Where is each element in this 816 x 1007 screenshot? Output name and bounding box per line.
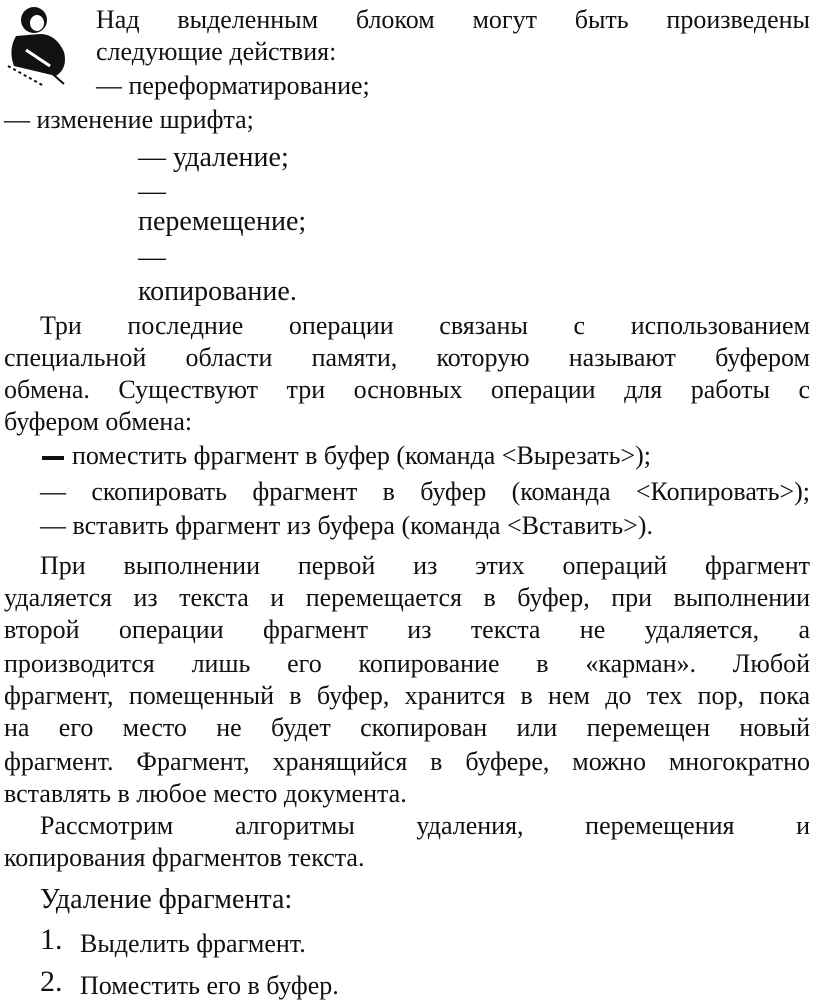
- step-number-1: 1.: [40, 923, 63, 956]
- step-number-2: 2.: [40, 965, 63, 998]
- action-dash: —: [138, 176, 166, 207]
- action-move: перемещение;: [138, 206, 307, 237]
- buffer-intro-line-4: буфером обмена:: [4, 407, 193, 436]
- explanation-line-2: удаляется из текста и перемещается в буфер, при выполнении: [4, 583, 810, 612]
- action-dash: —: [138, 242, 166, 273]
- bullet-dash: [42, 456, 64, 460]
- explanation-line-6: на его место не будет скопирован или перемещен новый: [4, 713, 810, 742]
- explanation-line-3: второй операции фрагмент из текста не удаляется, а: [4, 615, 810, 644]
- step-text-2: Поместить его в буфер.: [80, 971, 339, 1000]
- buffer-op-cut: поместить фрагмент в буфер (команда <Вырезать>);: [72, 441, 652, 470]
- algorithms-line-1: Рассмотрим алгоритмы удаления, перемещения и: [40, 811, 810, 840]
- intro-line-2: следующие действия:: [96, 37, 337, 66]
- action-copy: копирование.: [138, 276, 297, 307]
- explanation-line-1: При выполнении первой из этих операций фрагмент: [40, 551, 810, 580]
- buffer-intro-line-3: обмена. Существуют три основных операции для работы с: [4, 375, 810, 404]
- buffer-op-copy: — скопировать фрагмент в буфер (команда <Копировать>);: [40, 477, 810, 506]
- action-reformat: — переформатирование;: [96, 71, 370, 100]
- action-font-change: — изменение шрифта;: [4, 105, 254, 134]
- intro-line-1: Над выделенным блоком могут быть произведены: [96, 5, 810, 34]
- explanation-line-7: фрагмент. Фрагмент, хранящийся в буфере, можно многократно: [4, 747, 810, 776]
- step-text-1: Выделить фрагмент.: [80, 929, 306, 958]
- explanation-line-8: вставлять в любое место документа.: [4, 779, 407, 808]
- explanation-line-4: производится лишь его копирование в «карман». Любой: [4, 649, 810, 678]
- writing-person-icon: [4, 4, 82, 90]
- deletion-heading: Удаление фрагмента:: [40, 884, 293, 915]
- explanation-line-5: фрагмент, помещенный в буфер, хранится в нем до тех пор, пока: [4, 681, 810, 710]
- buffer-op-paste: — вставить фрагмент из буфера (команда <Вставить>).: [40, 511, 653, 540]
- buffer-intro-line-1: Три последние операции связаны с использованием: [40, 311, 810, 340]
- buffer-intro-line-2: специальной области памяти, которую называют буфером: [4, 343, 810, 372]
- algorithms-line-2: копирования фрагментов текста.: [4, 843, 365, 872]
- action-delete: — удаление;: [138, 142, 289, 173]
